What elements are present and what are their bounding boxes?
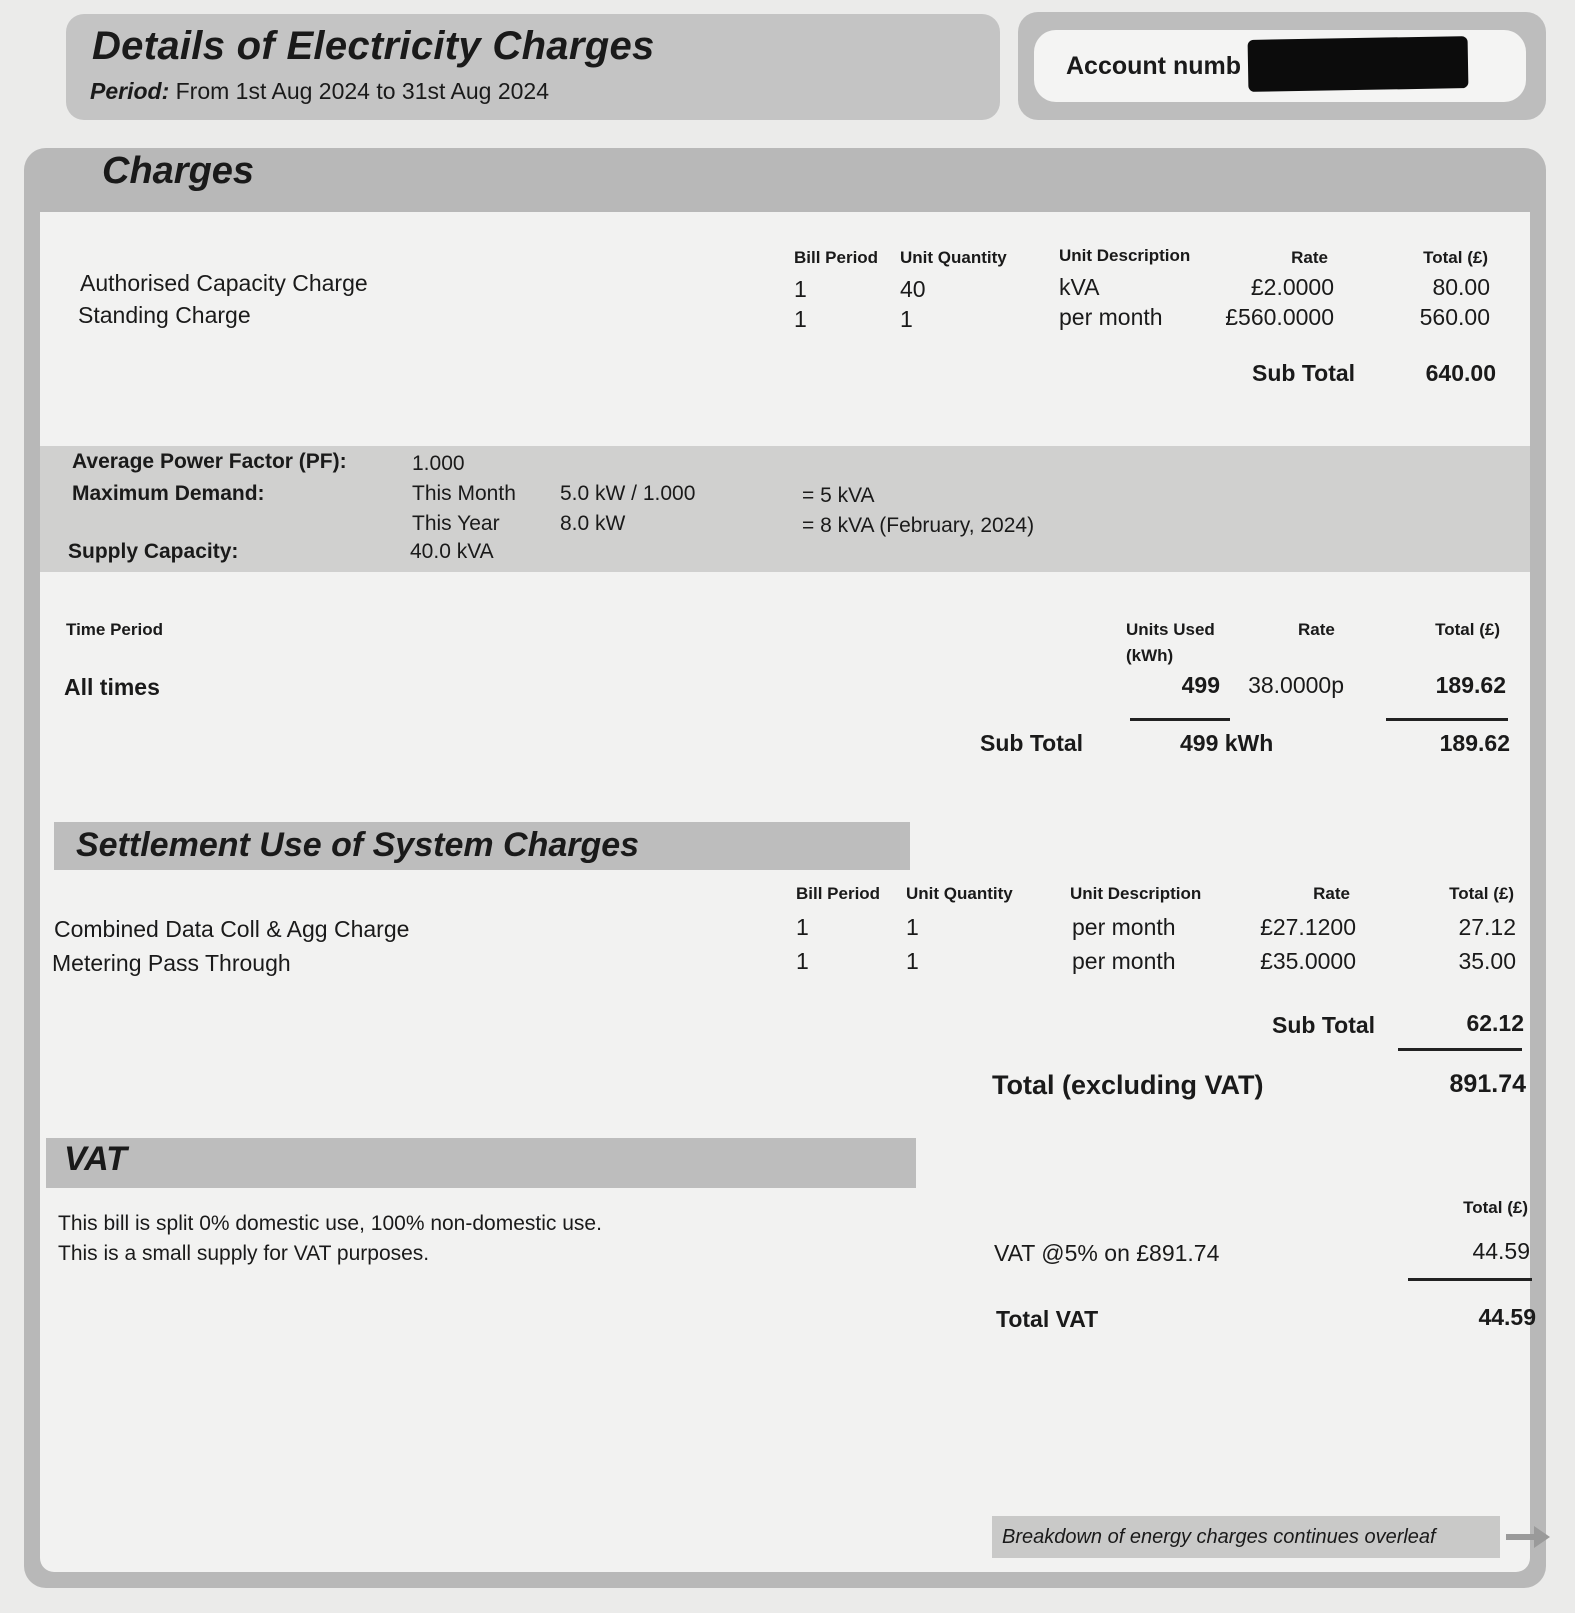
col-unit-quantity: Unit Quantity bbox=[906, 884, 1013, 903]
max-demand-year-label: This Year bbox=[412, 512, 500, 535]
settlement-rate: £27.1200 bbox=[1260, 914, 1356, 940]
settlement-unit-description: per month bbox=[1072, 948, 1176, 974]
total-vat-label: Total VAT bbox=[996, 1306, 1099, 1332]
charge-unit-quantity: 1 bbox=[900, 306, 913, 332]
charge-unit-description: per month bbox=[1059, 304, 1163, 330]
charge-name: Authorised Capacity Charge bbox=[80, 270, 368, 296]
settlement-total: 35.00 bbox=[1458, 948, 1516, 974]
col-energy-rate: Rate bbox=[1298, 620, 1335, 639]
settlement-subtotal-value: 62.12 bbox=[1466, 1010, 1524, 1036]
charge-total: 560.00 bbox=[1419, 304, 1490, 330]
units-used-value: 499 bbox=[1181, 672, 1220, 698]
col-energy-total: Total (£) bbox=[1435, 620, 1500, 639]
max-demand-month-label: This Month bbox=[412, 482, 516, 505]
charge-name: Standing Charge bbox=[78, 302, 251, 328]
charges-subtotal-label: Sub Total bbox=[1252, 360, 1356, 386]
energy-subtotal-units: 499 kWh bbox=[1180, 730, 1274, 756]
col-total: Total (£) bbox=[1449, 884, 1514, 903]
supply-capacity-label: Supply Capacity: bbox=[68, 540, 239, 563]
settlement-charge-name: Combined Data Coll & Agg Charge bbox=[54, 916, 410, 942]
vat-note-line: This bill is split 0% domestic use, 100% non-domestic use. bbox=[58, 1212, 602, 1235]
charge-unit-quantity: 40 bbox=[900, 276, 926, 302]
settlement-heading: Settlement Use of System Charges bbox=[76, 826, 640, 864]
period-value: From 1st Aug 2024 to 31st Aug 2024 bbox=[175, 78, 549, 104]
energy-total-rule bbox=[1386, 718, 1508, 721]
vat-line-value: 44.59 bbox=[1472, 1238, 1530, 1264]
time-period-name: All times bbox=[64, 674, 160, 700]
charges-heading: Charges bbox=[102, 150, 255, 192]
settlement-total: 27.12 bbox=[1458, 914, 1516, 940]
document-title: Details of Electricity Charges bbox=[92, 24, 655, 68]
charge-rate: £2.0000 bbox=[1250, 274, 1334, 300]
col-time-period: Time Period bbox=[66, 620, 163, 639]
max-demand-month-result: = 5 kVA bbox=[802, 484, 875, 507]
settlement-unit-quantity: 1 bbox=[906, 948, 919, 974]
max-demand-year-value: 8.0 kW bbox=[560, 512, 626, 535]
col-units-unit: (kWh) bbox=[1126, 646, 1174, 665]
vat-heading: VAT bbox=[64, 1140, 127, 1178]
arrow-right-icon bbox=[1504, 1522, 1552, 1552]
units-rule bbox=[1130, 718, 1230, 721]
charge-total: 80.00 bbox=[1432, 274, 1490, 300]
charge-bill-period: 1 bbox=[794, 276, 807, 302]
col-total: Total (£) bbox=[1423, 248, 1488, 267]
settlement-bill-period: 1 bbox=[796, 914, 809, 940]
power-factor-value: 1.000 bbox=[412, 452, 465, 475]
settlement-rate: £35.0000 bbox=[1260, 948, 1356, 974]
settlement-subtotal-label: Sub Total bbox=[1272, 1012, 1376, 1038]
settlement-unit-quantity: 1 bbox=[906, 914, 919, 940]
energy-subtotal-label: Sub Total bbox=[980, 730, 1084, 756]
col-vat-total: Total (£) bbox=[1463, 1198, 1528, 1217]
redaction-mark bbox=[1248, 36, 1469, 92]
max-demand-month-value: 5.0 kW / 1.000 bbox=[560, 482, 696, 505]
energy-total-value: 189.62 bbox=[1435, 672, 1506, 698]
vat-heading-bar bbox=[46, 1138, 916, 1188]
vat-line-label: VAT @5% on £891.74 bbox=[994, 1240, 1220, 1266]
continues-overleaf-note: Breakdown of energy charges continues overleaf bbox=[992, 1516, 1500, 1558]
energy-subtotal-total: 189.62 bbox=[1439, 730, 1510, 756]
power-factor-label: Average Power Factor (PF): bbox=[72, 450, 347, 473]
total-vat-value: 44.59 bbox=[1478, 1304, 1536, 1330]
charge-rate: £560.0000 bbox=[1225, 304, 1334, 330]
settlement-charge-name: Metering Pass Through bbox=[52, 950, 291, 976]
billing-period bbox=[90, 78, 549, 105]
col-unit-description: Unit Description bbox=[1059, 246, 1191, 265]
charge-unit-description: kVA bbox=[1059, 274, 1100, 300]
period-label: Period: bbox=[90, 78, 170, 104]
col-rate: Rate bbox=[1313, 884, 1350, 903]
settlement-bill-period: 1 bbox=[796, 948, 809, 974]
vat-rule bbox=[1408, 1278, 1532, 1281]
settlement-subtotal-rule bbox=[1398, 1048, 1522, 1051]
total-excluding-vat-label: Total (excluding VAT) bbox=[992, 1070, 1264, 1100]
charge-bill-period: 1 bbox=[794, 306, 807, 332]
charges-subtotal-value: 640.00 bbox=[1425, 360, 1496, 386]
col-bill-period: Bill Period bbox=[796, 884, 881, 903]
col-unit-description: Unit Description bbox=[1070, 884, 1202, 903]
vat-note-line: This is a small supply for VAT purposes. bbox=[58, 1242, 430, 1265]
col-units-used: Units Used bbox=[1126, 620, 1215, 639]
col-rate: Rate bbox=[1291, 248, 1328, 267]
total-excluding-vat-value: 891.74 bbox=[1449, 1070, 1526, 1098]
col-bill-period: Bill Period bbox=[794, 248, 879, 267]
energy-rate-value: 38.0000p bbox=[1248, 672, 1344, 698]
supply-capacity-value: 40.0 kVA bbox=[410, 540, 494, 563]
col-unit-quantity: Unit Quantity bbox=[900, 248, 1007, 267]
max-demand-year-result: = 8 kVA (February, 2024) bbox=[802, 514, 1035, 537]
settlement-unit-description: per month bbox=[1072, 914, 1176, 940]
max-demand-label: Maximum Demand: bbox=[72, 482, 265, 505]
account-number-label: Account numb bbox=[1066, 52, 1241, 80]
